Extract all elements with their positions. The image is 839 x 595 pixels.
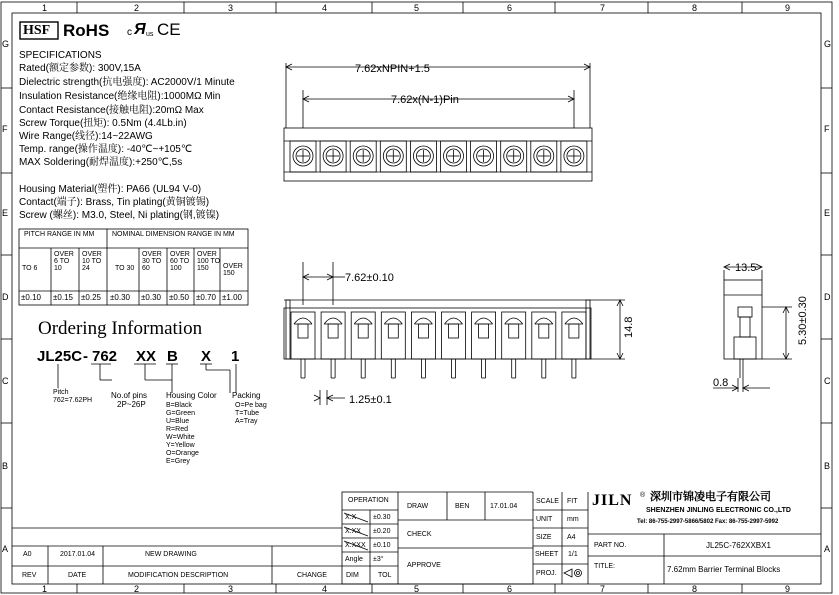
tol-value: ±0.25 — [81, 293, 101, 302]
top-view — [284, 63, 592, 181]
col-label: 4 — [322, 584, 328, 594]
tol-range-cell: OVER 6 TO 10 — [54, 251, 74, 272]
color-option: R=Red — [166, 426, 188, 433]
col-label: 3 — [228, 3, 234, 13]
dim-side-width: 13.5 — [735, 262, 757, 274]
order-code-pitch: 762 — [92, 348, 118, 365]
tol-range-cell: OVER 100 TO 150 — [197, 251, 221, 272]
ul-logo-us: us — [146, 31, 154, 38]
screw-body — [509, 324, 519, 338]
size-value: A4 — [567, 534, 576, 541]
screw-body — [388, 324, 398, 338]
color-option: O=Orange — [166, 450, 199, 457]
ordering-underlines — [58, 364, 236, 393]
color-option: W=White — [166, 434, 195, 441]
row-label: G — [824, 39, 832, 49]
tol-label: TOL — [378, 572, 392, 579]
tol-value: ±1.00 — [222, 293, 242, 302]
spec-line: Contact Resistance(接触电阻):20mΩ Max — [19, 105, 204, 116]
tol-value: ±0.50 — [169, 293, 189, 302]
material-line: Contact(端子): Brass, Tin plating(黄铜镀锡) — [19, 197, 210, 208]
tol-range-cell: TO 30 — [115, 265, 135, 272]
col-label: 1 — [42, 3, 48, 13]
barrier-cell — [351, 312, 375, 359]
barrier-cell — [502, 312, 526, 359]
tol-dim: X.XX — [345, 528, 361, 535]
unit-value: mm — [567, 516, 579, 523]
row-label: B — [824, 461, 831, 471]
rev-date: 2017.01.04 — [60, 551, 96, 558]
screw-body — [298, 324, 308, 338]
nominal-range-header: NOMINAL DIMENSION RANGE IN MM — [112, 231, 235, 238]
company-logo: JILN — [592, 492, 633, 509]
barrier-cell — [411, 312, 435, 359]
tol-value: ±0.70 — [196, 293, 216, 302]
description-header: MODIFICATION DESCRIPTION — [128, 572, 229, 579]
part-no-label: PART NO. — [594, 542, 627, 549]
company-name-cn: 深圳市锦凌电子有限公司 — [650, 491, 771, 503]
col-label: 5 — [414, 584, 420, 594]
change-header: CHANGE — [297, 572, 327, 579]
order-label-pitch: Pitch — [53, 389, 69, 396]
dim-tab: 0.8 — [713, 377, 729, 389]
end-post — [286, 300, 290, 359]
spec-line: Screw Torque(扭矩): 0.5Nm (4.4Lb.in) — [19, 118, 187, 129]
order-label-pins-value: 2P~26P — [117, 400, 146, 409]
order-label-pins: No.of pins — [111, 391, 148, 400]
scale-value: FIT — [567, 498, 578, 505]
front-view-pins — [286, 300, 590, 378]
rev-header: REV — [22, 572, 37, 579]
top-view-screws — [290, 141, 587, 172]
barrier-cell — [562, 312, 586, 359]
order-code-series: JL25C — [37, 348, 83, 365]
color-option: U=Blue — [166, 418, 190, 425]
projection-symbol-icon — [564, 569, 582, 577]
tol-value: ±0.20 — [373, 528, 391, 535]
tol-value: ±0.30 — [110, 293, 130, 302]
title-value: 7.62mm Barrier Terminal Blocks — [667, 565, 781, 574]
screw-body — [449, 324, 459, 338]
screw-top-arc — [475, 318, 493, 324]
unit-label: UNIT — [536, 516, 553, 523]
spec-line: Rated(额定参数): 300V,15A — [19, 63, 141, 74]
col-label: 2 — [134, 584, 140, 594]
material-line: Housing Material(塑件): PA66 (UL94 V-0) — [19, 184, 202, 195]
row-label: B — [2, 461, 9, 471]
row-label: D — [2, 292, 9, 302]
col-label: 9 — [785, 584, 791, 594]
dim-pin-width: 1.25±0.1 — [349, 394, 392, 406]
screw-body — [539, 324, 549, 338]
screw-top-arc — [384, 318, 402, 324]
tol-range-cell: OVER 60 TO 100 — [170, 251, 190, 272]
color-option: Y=Yellow — [166, 442, 195, 449]
dim-pin-span: 7.62x(N-1)Pin — [391, 94, 459, 106]
order-code-suffix: 1 — [231, 348, 240, 365]
screw-top-arc — [535, 318, 553, 324]
color-option: E=Grey — [166, 458, 190, 465]
order-label-pitch-value: 762=7.62PH — [53, 397, 93, 404]
col-label: 5 — [414, 3, 420, 13]
order-code-dash: - — [83, 348, 88, 365]
order-label-packing: Packing — [232, 391, 261, 400]
tol-value: ±3° — [373, 556, 384, 563]
spec-line: MAX Soldering(耐焊温度):+250℃,5s — [19, 157, 183, 168]
ul-logo-icon: Я — [134, 21, 146, 38]
screw-top-arc — [565, 318, 583, 324]
part-no-value: JL25C-762XXBX1 — [706, 541, 771, 550]
sheet-label: SHEET — [535, 551, 559, 558]
barrier-cell — [532, 312, 556, 359]
tol-value: ±0.30 — [373, 514, 391, 521]
end-post — [586, 300, 590, 359]
screw-body — [569, 324, 579, 338]
color-option: G=Green — [166, 410, 195, 417]
tol-dim: X.XXX — [345, 542, 366, 549]
row-label: C — [824, 376, 831, 386]
tol-dim: X.X — [345, 514, 357, 521]
dim-overall-length: 7.62xNPIN+1.5 — [355, 63, 430, 75]
row-label: A — [824, 544, 831, 554]
approve-label: APPROVE — [407, 562, 441, 569]
ordering-title: Ordering Information — [38, 318, 203, 339]
scale-label: SCALE — [536, 498, 559, 505]
proj-label: PROJ. — [536, 570, 557, 577]
row-label: E — [2, 208, 9, 218]
row-label: D — [824, 292, 831, 302]
rev-value: A0 — [23, 551, 32, 558]
drawer-name: BEN — [455, 503, 470, 510]
sheet-value: 1/1 — [568, 551, 578, 558]
company-contact: Tel: 86-755-2997-5866/5802 Fax: 86-755-2997-5992 — [637, 519, 779, 525]
tol-value: ±0.10 — [21, 293, 41, 302]
col-label: 6 — [507, 3, 513, 13]
col-label: 7 — [600, 584, 606, 594]
screw-top-arc — [445, 318, 463, 324]
side-view — [713, 264, 792, 392]
screw-top-arc — [294, 318, 312, 324]
col-label: 4 — [322, 3, 328, 13]
company-name-en: SHENZHEN JINLING ELECTRONIC CO.,LTD — [646, 507, 791, 514]
check-label: CHECK — [407, 531, 432, 538]
order-code-packing: X — [201, 348, 212, 365]
screw-top-arc — [354, 318, 372, 324]
packing-option: A=Tray — [235, 418, 258, 425]
tol-value: ±0.15 — [53, 293, 73, 302]
dim-front-height: 14.8 — [623, 316, 635, 338]
spec-line: Insulation Resistance(绝缘电阻):1000MΩ Min — [19, 91, 221, 102]
dim-label: DIM — [346, 572, 359, 579]
rohs-logo: RoHS — [63, 21, 110, 40]
color-option: B=Black — [166, 402, 192, 409]
screw-top-arc — [414, 318, 432, 324]
material-line: Screw (螺丝): M3.0, Steel, Ni plating(钢,镀镍) — [19, 210, 220, 221]
row-label: E — [824, 208, 831, 218]
tol-dim: Angle — [345, 556, 363, 563]
tol-range-cell: OVER 10 TO 24 — [82, 251, 102, 272]
screw-body — [358, 324, 368, 338]
barrier-cell — [381, 312, 405, 359]
registered-mark: ® — [640, 492, 646, 499]
spec-line: Temp. range(操作温度): -40℃~+105℃ — [19, 144, 193, 155]
barrier-cell — [291, 312, 315, 359]
size-label: SIZE — [536, 534, 552, 541]
ce-logo: CE — [157, 20, 181, 39]
dim-side-height: 5.30±0.30 — [797, 296, 809, 345]
dim-pitch: 7.62±0.10 — [345, 272, 394, 284]
screw-body — [418, 324, 428, 338]
pitch-range-header: PITCH RANGE IN MM — [24, 231, 95, 238]
tol-range-cell: OVER 150 — [223, 263, 243, 277]
tol-value: ±0.10 — [373, 542, 391, 549]
tol-value: ±0.30 — [141, 293, 161, 302]
col-label: 8 — [692, 584, 698, 594]
col-label: 3 — [228, 584, 234, 594]
date-header: DATE — [68, 572, 87, 579]
col-label: 6 — [507, 584, 513, 594]
tol-range-cell: TO 6 — [22, 265, 38, 272]
screw-top-arc — [324, 318, 342, 324]
col-label: 1 — [42, 584, 48, 594]
row-label: F — [824, 124, 830, 134]
draw-date: 17.01.04 — [490, 503, 518, 510]
barrier-cell — [472, 312, 496, 359]
barrier-cell — [442, 312, 466, 359]
front-view — [284, 262, 625, 405]
barrier-cell — [321, 312, 345, 359]
col-label: 2 — [134, 3, 140, 13]
order-code-color: B — [167, 348, 178, 365]
row-label: F — [2, 124, 8, 134]
specs-title: SPECIFICATIONS — [19, 50, 102, 61]
draw-label: DRAW — [407, 503, 429, 510]
packing-option: O=Pe bag — [235, 402, 267, 409]
ul-logo-c: c — [127, 27, 132, 38]
screw-body — [479, 324, 489, 338]
row-label: G — [2, 39, 10, 49]
packing-option: T=Tube — [235, 410, 260, 417]
col-label: 8 — [692, 3, 698, 13]
col-label: 9 — [785, 3, 791, 13]
operation-label: OPERATION — [348, 497, 389, 504]
row-label: C — [2, 376, 9, 386]
row-label: A — [2, 544, 9, 554]
hsf-logo: HSF — [23, 23, 51, 38]
rev-description: NEW DRAWING — [145, 551, 197, 558]
tol-range-cell: OVER 30 TO 60 — [142, 251, 162, 272]
order-label-color: Housing Color — [166, 391, 217, 400]
title-label: TITLE: — [594, 563, 616, 570]
screw-body — [328, 324, 338, 338]
order-code-pins: XX — [136, 348, 157, 365]
screw-top-arc — [505, 318, 523, 324]
spec-line: Dielectric strength(抗电强度): AC2000V/1 Minute — [19, 77, 235, 88]
spec-line: Wire Range(线径):14~22AWG — [19, 131, 153, 142]
col-label: 7 — [600, 3, 606, 13]
